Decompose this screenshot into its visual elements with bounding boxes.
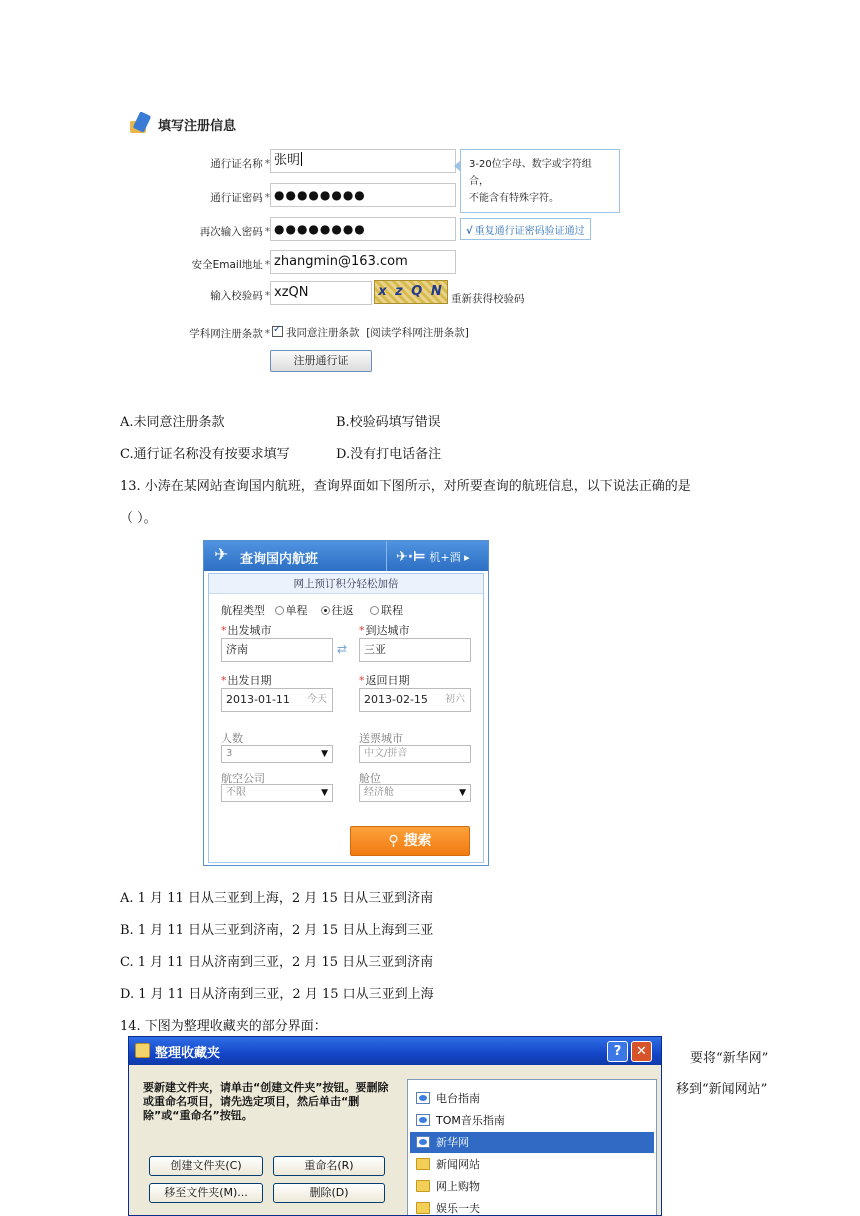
web-page-icon bbox=[416, 1092, 430, 1104]
arrow-right-icon: ▸ bbox=[464, 551, 470, 564]
search-label: 搜索 bbox=[403, 833, 432, 849]
email-value: zhangmin@163.com bbox=[274, 254, 408, 269]
return-date-value: 2013-02-15 bbox=[364, 693, 428, 706]
q12-option-b: B.校验码填写错误 bbox=[336, 415, 441, 430]
q14-side-text-2: 移到“新闻网站” bbox=[676, 1082, 768, 1097]
arrive-city-label: 到达城市 bbox=[365, 624, 410, 637]
arrive-city-value: 三亚 bbox=[364, 643, 386, 656]
required-star: * bbox=[359, 624, 365, 637]
favorites-icon bbox=[135, 1043, 150, 1058]
password-value: ●●●●●●●● bbox=[274, 188, 366, 202]
dropdown-arrow-icon: ▼ bbox=[321, 788, 328, 798]
flight-hotel-label: 机+酒 bbox=[429, 551, 461, 564]
one-way-label: 单程 bbox=[285, 604, 308, 617]
rename-button[interactable]: 重命名(R) bbox=[273, 1156, 385, 1176]
required-mark: * bbox=[264, 192, 270, 204]
confirm-password-input[interactable] bbox=[270, 217, 456, 241]
radio-round-trip[interactable] bbox=[321, 606, 330, 615]
ticket-city-placeholder: 中文/拼音 bbox=[364, 748, 408, 759]
dropdown-arrow-icon: ▼ bbox=[321, 749, 328, 759]
move-to-folder-button[interactable]: 移至文件夹(M)... bbox=[149, 1183, 263, 1203]
return-date-hint: 初六 bbox=[445, 694, 465, 705]
q12-option-a: A.未同意注册条款 bbox=[120, 415, 225, 430]
email-label: 安全Email地址 bbox=[191, 259, 263, 271]
text-cursor bbox=[301, 152, 302, 166]
tip-line-2: 不能含有特殊字符。 bbox=[469, 193, 559, 204]
trip-type-label: 航程类型 bbox=[221, 604, 265, 617]
register-button[interactable]: 注册通行证 bbox=[270, 350, 372, 372]
flight-header bbox=[204, 541, 488, 571]
q13-option-c: C. 1 月 11 日从济南到三亚，2 月 15 日从三亚到济南 bbox=[120, 955, 434, 970]
promo-banner: 网上预订积分轻松加倍 bbox=[209, 574, 483, 594]
captcha-input[interactable] bbox=[270, 281, 372, 305]
folder-icon bbox=[416, 1202, 430, 1214]
required-star: * bbox=[221, 674, 227, 687]
favorite-label: 电台指南 bbox=[436, 1092, 480, 1105]
list-item[interactable] bbox=[410, 1176, 654, 1197]
help-icon[interactable]: ? bbox=[607, 1041, 628, 1062]
terms-agree bbox=[272, 325, 469, 340]
registration-header bbox=[130, 113, 236, 135]
edit-form-icon bbox=[130, 113, 152, 135]
captcha-label: 输入校验码 bbox=[210, 290, 263, 302]
tip-line-1: 3-20位字母、数字或字符组合， bbox=[469, 159, 592, 187]
depart-city-value: 济南 bbox=[226, 643, 248, 656]
required-mark: * bbox=[264, 158, 270, 170]
favorite-label: 网上购物 bbox=[436, 1180, 480, 1193]
people-select[interactable] bbox=[221, 745, 333, 763]
depart-date-hint: 今天 bbox=[307, 694, 327, 705]
email-input[interactable] bbox=[270, 250, 456, 274]
search-button[interactable] bbox=[350, 826, 470, 856]
q12-option-c: C.通行证名称没有按要求填写 bbox=[120, 447, 290, 462]
agree-checkbox[interactable] bbox=[272, 326, 283, 337]
username-input[interactable] bbox=[270, 149, 456, 173]
round-trip-label: 往返 bbox=[331, 604, 354, 617]
required-mark: * bbox=[264, 226, 270, 238]
dialog-title: 整理收藏夹 bbox=[155, 1046, 221, 1061]
favorite-label: TOM音乐指南 bbox=[436, 1114, 505, 1127]
captcha-image[interactable]: x z Q N bbox=[374, 280, 448, 304]
cabin-select[interactable] bbox=[359, 784, 471, 802]
terms-label: 学科网注册条款 bbox=[189, 328, 263, 340]
agree-text: 我同意注册条款 bbox=[286, 327, 360, 339]
depart-date-input[interactable] bbox=[221, 688, 333, 712]
email-row bbox=[130, 250, 630, 276]
dialog-titlebar bbox=[129, 1037, 661, 1065]
dropdown-arrow-icon: ▼ bbox=[459, 788, 466, 798]
airline-select[interactable] bbox=[221, 784, 333, 802]
password-label: 通行证密码 bbox=[210, 192, 263, 204]
dialog-description: 要新建文件夹，请单击“创建文件夹”按钮。要删除或重命名项目，请先选定项目，然后单击“删除”或“重命名”按钮。 bbox=[143, 1081, 389, 1122]
confirm-password-label: 再次输入密码 bbox=[199, 226, 263, 238]
header-divider bbox=[386, 541, 387, 571]
favorites-list[interactable] bbox=[407, 1079, 657, 1216]
registration-title: 填写注册信息 bbox=[158, 118, 237, 134]
required-star: * bbox=[359, 674, 365, 687]
check-icon: √ bbox=[466, 226, 473, 237]
required-mark: * bbox=[264, 328, 270, 340]
captcha-value: xzQN bbox=[274, 285, 309, 300]
flight-form bbox=[208, 573, 484, 863]
list-item[interactable] bbox=[410, 1088, 654, 1109]
q12-option-d: D.没有打电话备注 bbox=[336, 447, 442, 462]
return-date-label: 返回日期 bbox=[365, 674, 410, 687]
folder-icon bbox=[416, 1180, 430, 1192]
return-date-input[interactable] bbox=[359, 688, 471, 712]
ticket-city-input[interactable] bbox=[359, 745, 471, 763]
refresh-captcha-link[interactable]: 重新获得校验码 bbox=[451, 293, 525, 305]
flight-search-widget bbox=[203, 540, 489, 866]
airplane-icon: ✈ bbox=[214, 545, 229, 565]
multi-city-label: 联程 bbox=[381, 604, 403, 617]
required-mark: * bbox=[264, 290, 270, 302]
required-mark: * bbox=[264, 259, 270, 271]
flight-title: 查询国内航班 bbox=[240, 552, 319, 567]
delete-button[interactable]: 删除(D) bbox=[273, 1183, 385, 1203]
web-page-icon bbox=[416, 1136, 430, 1148]
q14-stem: 14. 下图为整理收藏夹的部分界面： bbox=[120, 1019, 327, 1034]
q14-side-text-1: 要将“新华网” bbox=[690, 1051, 769, 1066]
username-label: 通行证名称 bbox=[210, 158, 263, 170]
depart-city-input[interactable] bbox=[221, 638, 333, 662]
q13-option-d: D. 1 月 11 日从济南到三亚，2 月 15 口从三亚到上海 bbox=[120, 987, 434, 1002]
username-value: 张明 bbox=[274, 153, 301, 168]
password-ok-text: 重复通行证密码验证通过 bbox=[474, 226, 585, 237]
people-value: 3 bbox=[226, 748, 233, 759]
list-item[interactable] bbox=[410, 1110, 654, 1131]
organize-favorites-dialog bbox=[128, 1036, 662, 1216]
password-row bbox=[130, 183, 630, 209]
read-terms-link[interactable]: [阅读学科网注册条款] bbox=[366, 327, 469, 339]
favorite-label: 娱乐一夫 bbox=[436, 1202, 480, 1215]
radio-multi-city[interactable] bbox=[370, 606, 379, 615]
password-input[interactable] bbox=[270, 183, 456, 207]
cabin-value: 经济舱 bbox=[364, 787, 394, 798]
arrive-city-input[interactable] bbox=[359, 638, 471, 662]
airline-value: 不限 bbox=[226, 787, 246, 798]
plane-bed-icon: ✈·⊨ bbox=[396, 549, 426, 565]
swap-cities-icon[interactable]: ⇄ bbox=[337, 642, 348, 656]
ticket-city-label: 送票城市 bbox=[359, 732, 403, 745]
list-item-selected[interactable] bbox=[410, 1132, 654, 1153]
flight-hotel-tab[interactable] bbox=[396, 549, 470, 565]
list-item[interactable] bbox=[410, 1154, 654, 1175]
registration-form bbox=[130, 105, 630, 385]
people-label: 人数 bbox=[221, 732, 243, 745]
password-ok-badge bbox=[460, 218, 591, 240]
q13-option-b: B. 1 月 11 日从三亚到济南，2 月 15 日从上海到三亚 bbox=[120, 923, 434, 938]
depart-date-value: 2013-01-11 bbox=[226, 693, 290, 706]
q13-stem-line-1: 13. 小涛在某网站查询国内航班，查询界面如下图所示，对所要查询的航班信息，以下说法正确的是 bbox=[120, 479, 691, 494]
create-folder-button[interactable]: 创建文件夹(C) bbox=[149, 1156, 263, 1176]
folder-icon bbox=[416, 1158, 430, 1170]
trip-type-group bbox=[221, 602, 403, 618]
favorite-label: 新华网 bbox=[436, 1136, 469, 1149]
airline-label: 航空公司 bbox=[221, 772, 265, 785]
web-page-icon bbox=[416, 1114, 430, 1126]
confirm-password-value: ●●●●●●●● bbox=[274, 222, 366, 236]
q13-option-a: A. 1 月 11 日从三亚到上海，2 月 15 日从三亚到济南 bbox=[120, 891, 434, 906]
q13-stem-line-2: （ ）。 bbox=[120, 511, 157, 526]
radio-one-way[interactable] bbox=[275, 606, 284, 615]
favorite-label: 新闻网站 bbox=[436, 1158, 480, 1171]
required-star: * bbox=[221, 624, 227, 637]
close-icon[interactable]: ✕ bbox=[631, 1041, 652, 1062]
depart-city-label: 出发城市 bbox=[227, 624, 272, 637]
cabin-label: 舱位 bbox=[359, 772, 381, 785]
list-item[interactable] bbox=[410, 1198, 654, 1216]
depart-date-label: 出发日期 bbox=[227, 674, 272, 687]
search-icon: ⚲ bbox=[388, 833, 399, 849]
